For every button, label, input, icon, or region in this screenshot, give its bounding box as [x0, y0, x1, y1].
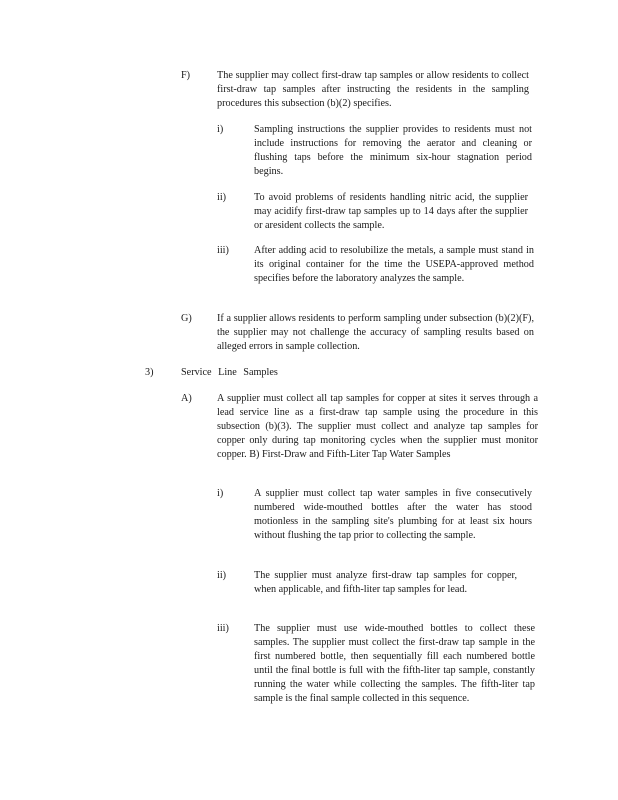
paragraph-b-i: A supplier must collect tap water samples in five consecutively numbered wide-mouthed bottles after the water has stood motionless in the sampling site's plumbing for at least six hours without flushing the tap prior to collecting the sample. [254, 488, 532, 541]
paragraph-b-ii: The supplier must analyze first-draw tap samples for copper, when applicable, and fifth-liter tap samples for lead. [254, 570, 517, 595]
item-label-a: A) [181, 393, 192, 404]
item-label-b-iii: iii) [217, 623, 229, 634]
item-label-f-iii: iii) [217, 245, 229, 256]
section-heading-service-line-samples: Service Line Samples [181, 367, 278, 378]
paragraph-g: If a supplier allows residents to perform sampling under subsection (b)(2)(F), the supplier may not challenge the accuracy of sampling results based on alleged errors in sample collection. [217, 313, 534, 352]
item-label-f-ii: ii) [217, 192, 227, 203]
paragraph-f-iii: After adding acid to resolubilize the metals, a sample must stand in its original container for the time the USEPA-approved method specifies before the laboratory analyzes the sample. [254, 245, 534, 284]
item-label-g: G) [181, 313, 192, 324]
item-label-b-i: i) [217, 488, 224, 499]
item-label-b-ii: ii) [217, 570, 227, 581]
paragraph-b-iii: The supplier must use wide-mouthed bottles to collect these samples. The supplier must collect the first-draw tap sample in the first numbered bottle, then sequentially fill each numbered bottle until the final bottle is full with the fifth-liter tap sample, constantly running the water while collecting the samples. The fifth-liter tap sample is the final sample collected in this sequence. [254, 623, 535, 704]
section-label-3: 3) [145, 367, 154, 378]
paragraph-f-i: Sampling instructions the supplier provides to residents must not include instructions for removing the aerator and cleaning or flushing taps before the minimum six-hour stagnation period begins. [254, 124, 532, 177]
item-label-f-i: i) [217, 124, 224, 135]
item-label-f: F) [181, 70, 191, 81]
paragraph-a: A supplier must collect all tap samples for copper at sites it serves through a lead service line as a first-draw tap sample using the procedure in this subsection (b)(3). The supplier must collect and analyze tap samples for copper only during tap monitoring cycles when the supplier must monitor copper. B) First-Draw and Fifth-Liter Tap Water Samples [217, 393, 538, 460]
paragraph-f-ii: To avoid problems of residents handling nitric acid, the supplier may acidify first-draw tap samples up to 14 days after the supplier or aresident collects the sample. [254, 192, 528, 231]
paragraph-f: The supplier may collect first-draw tap samples or allow residents to collect first-draw tap samples after instructing the residents in the sampling procedures this subsection (b)(2) specifies. [217, 70, 529, 109]
